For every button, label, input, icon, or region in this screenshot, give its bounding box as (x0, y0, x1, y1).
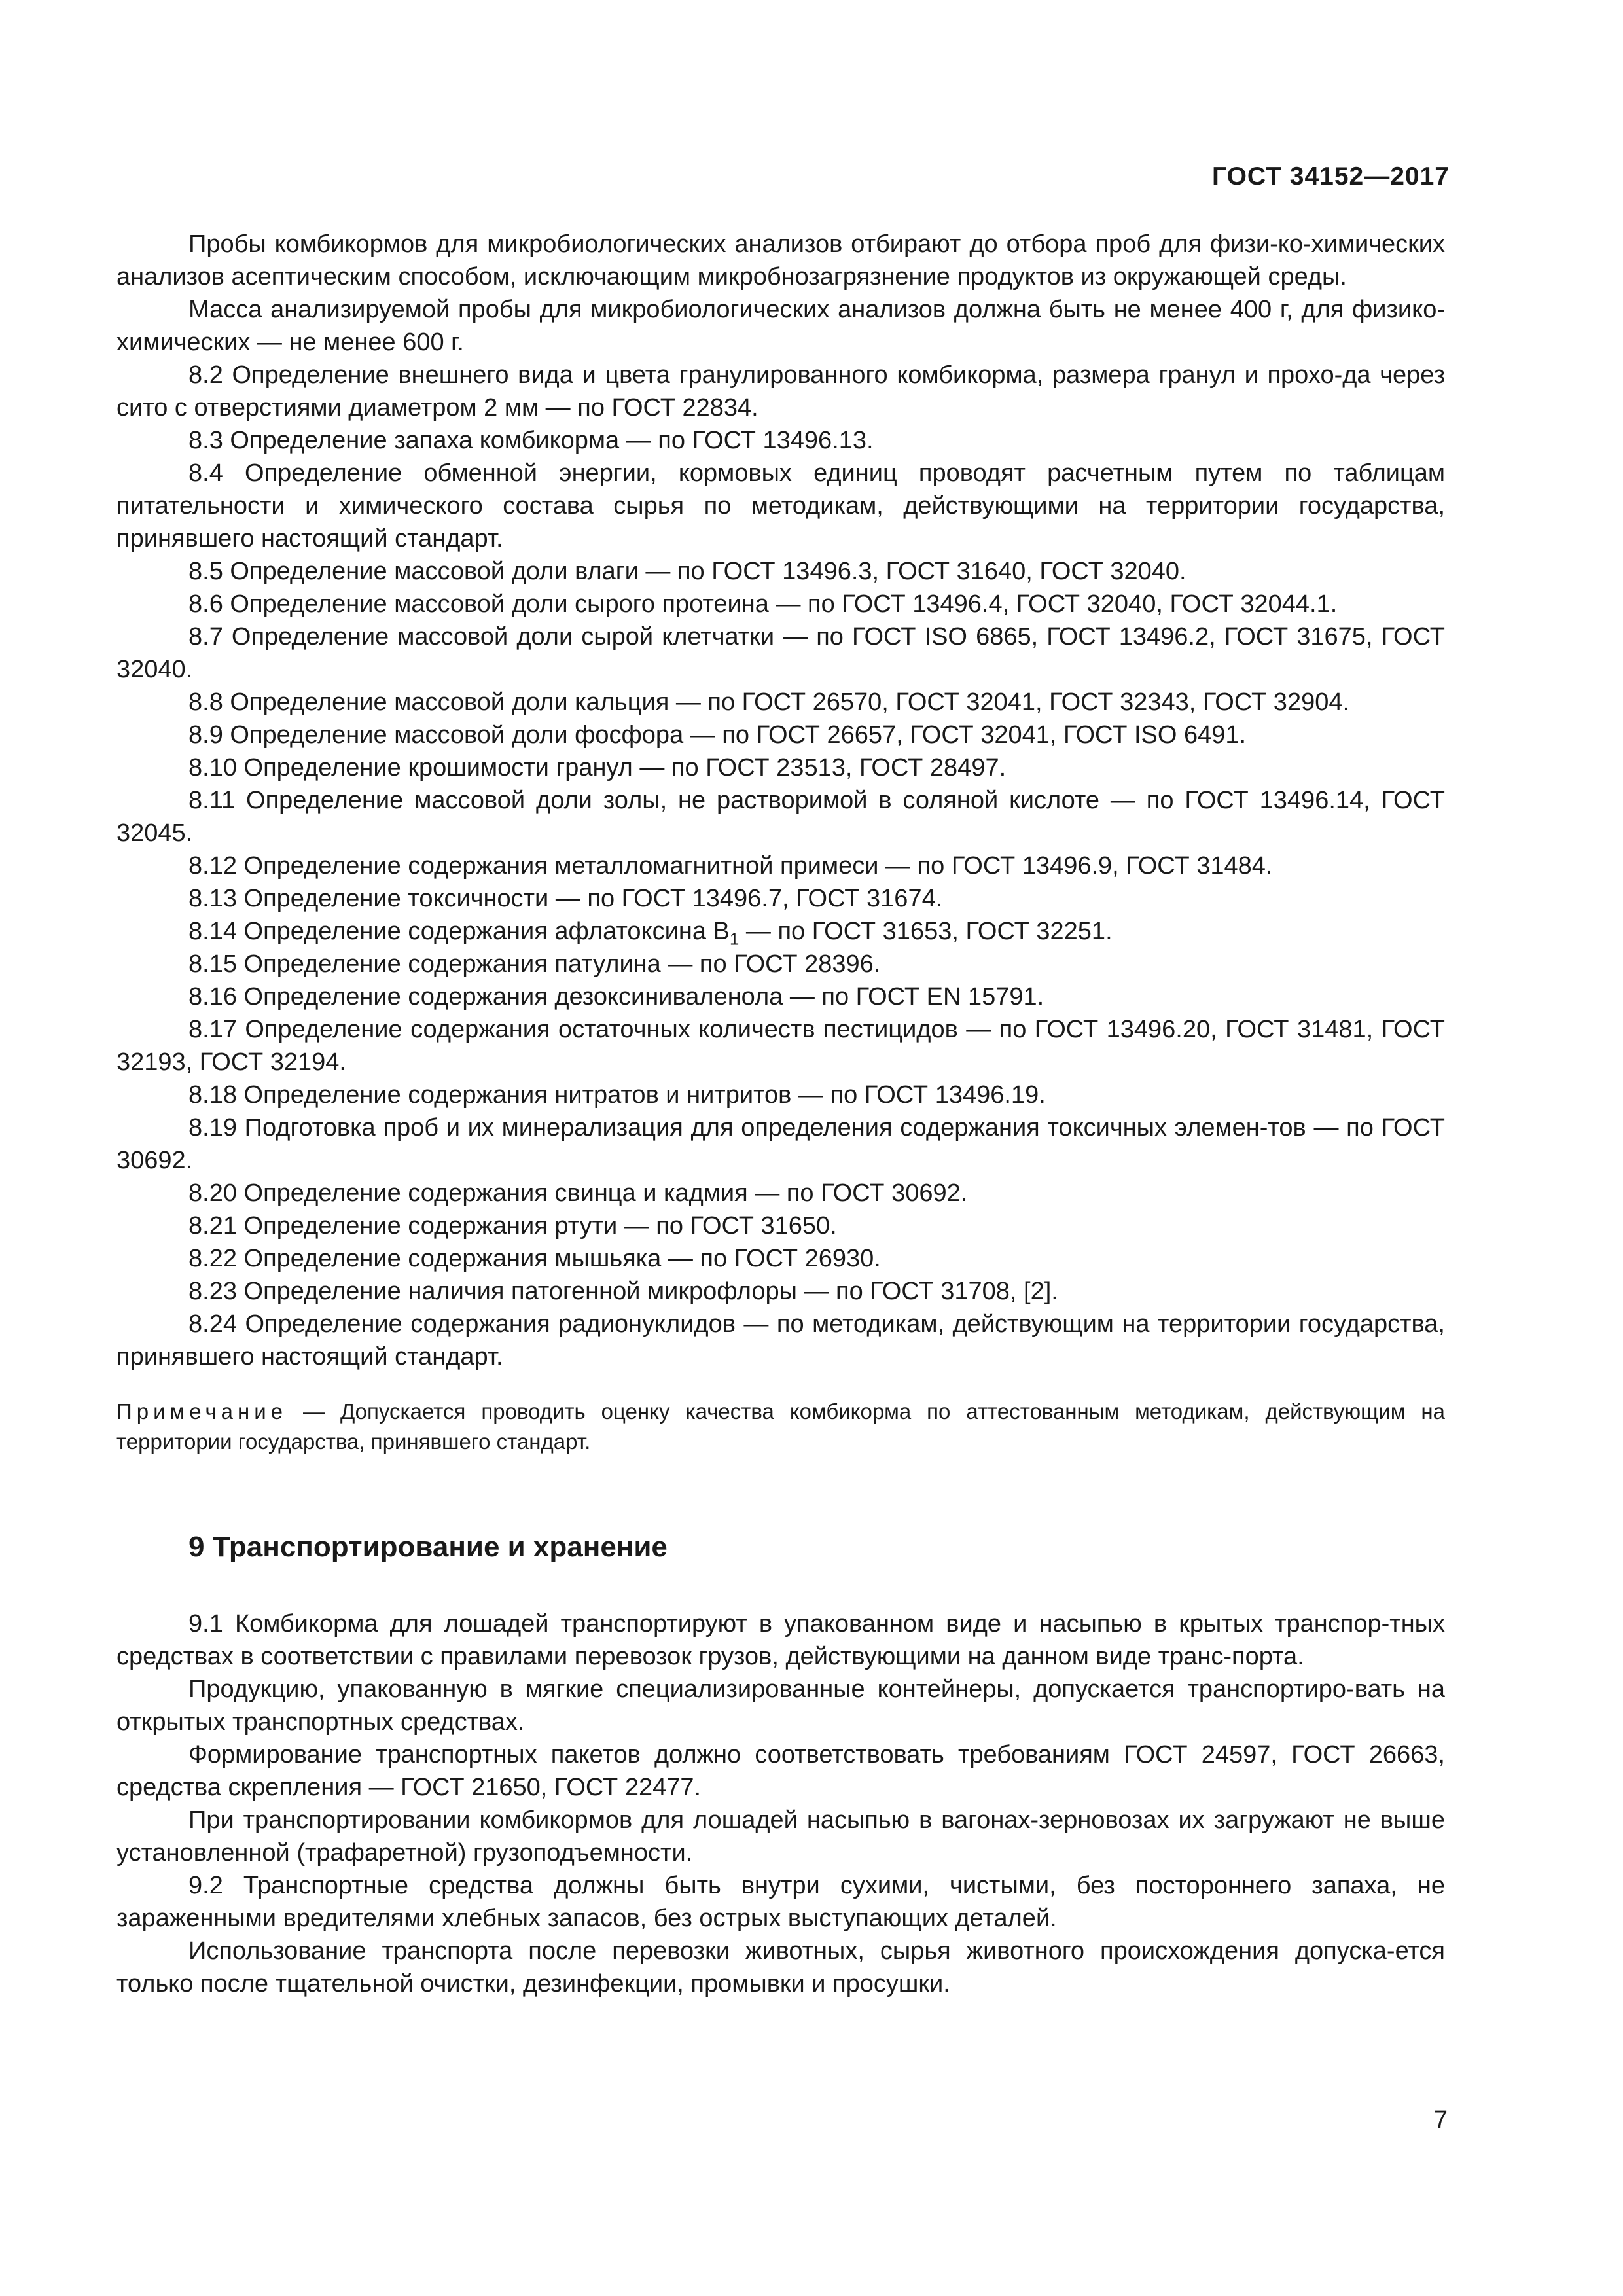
paragraph-8-17: 8.17 Определение содержания остаточных количеств пестицидов — по ГОСТ 13496.20, ГОСТ 31481, ГОСТ 32193, ГОСТ 32194. (116, 1016, 1445, 1076)
paragraph-8-23: 8.23 Определение наличия патогенной микрофлоры — по ГОСТ 31708, [2]. (188, 1278, 1058, 1305)
paragraph-8-14 (116, 915, 1445, 948)
paragraph-8-6: 8.6 Определение массовой доли сырого протеина — по ГОСТ 13496.4, ГОСТ 32040, ГОСТ 32044.1. (188, 590, 1338, 618)
paragraph: Продукцию, упакованную в мягкие специализированные контейнеры, допускается транспортиро-вать на открытых транспортных средствах. (116, 1676, 1445, 1736)
note-label: Примечание (116, 1399, 288, 1424)
paragraph-8-13: 8.13 Определение токсичности — по ГОСТ 13496.7, ГОСТ 31674. (188, 885, 943, 912)
note-text: — Допускается проводить оценку качества комбикорма по аттестованным методикам, действующим на территории государства, принявшего стандарт. (116, 1399, 1445, 1454)
paragraph: Формирование транспортных пакетов должно соответствовать требованиям ГОСТ 24597, ГОСТ 26663, средства скрепления — ГОСТ 21650, ГОСТ 22477. (116, 1741, 1445, 1801)
paragraph-8-21: 8.21 Определение содержания ртути — по ГОСТ 31650. (188, 1212, 837, 1240)
paragraph-8-9: 8.9 Определение массовой доли фосфора — по ГОСТ 26657, ГОСТ 32041, ГОСТ ISO 6491. (188, 721, 1247, 749)
paragraph: При транспортировании комбикормов для лошадей насыпью в вагонах-зерновозах их загружают не выше установленной (трафаретной) грузоподъемности. (116, 1806, 1445, 1867)
paragraph-8-8: 8.8 Определение массовой доли кальция — по ГОСТ 26570, ГОСТ 32041, ГОСТ 32343, ГОСТ 32904. (188, 689, 1350, 716)
paragraph-9-2: 9.2 Транспортные средства должны быть внутри сухими, чистыми, без постороннего запаха, не зараженными вредителями хлебных запасов, без острых выступающих деталей. (116, 1872, 1445, 1932)
paragraph-8-24: 8.24 Определение содержания радионуклидов — по методикам, действующим на территории государства, принявшего настоящий стандарт. (116, 1310, 1445, 1371)
paragraph-8-5: 8.5 Определение массовой доли влаги — по ГОСТ 13496.3, ГОСТ 31640, ГОСТ 32040. (188, 558, 1186, 585)
paragraph-8-3: 8.3 Определение запаха комбикорма — по ГОСТ 13496.13. (188, 427, 874, 454)
paragraph-8-7: 8.7 Определение массовой доли сырой клетчатки — по ГОСТ ISO 6865, ГОСТ 13496.2, ГОСТ 31675, ГОСТ 32040. (116, 623, 1445, 683)
section-heading: 9 Транспортирование и хранение (188, 1531, 668, 1563)
paragraph-8-11: 8.11 Определение массовой доли золы, не растворимой в соляной кислоте — по ГОСТ 13496.14, ГОСТ 32045. (116, 787, 1445, 847)
document-body (116, 228, 1445, 2000)
page-number: 7 (1433, 2106, 1448, 2134)
standard-code: ГОСТ 34152—2017 (1212, 162, 1450, 190)
paragraph-9-1: 9.1 Комбикорма для лошадей транспортируют в упакованном виде и насыпью в крытых транспор-тных средствах в соответствии с правилами перевозок грузов, действующими на данном виде транс-порта. (116, 1610, 1445, 1670)
paragraph-8-14-text: 8.14 Определение содержания афлатоксина В (188, 918, 730, 945)
paragraph-8-18: 8.18 Определение содержания нитратов и нитритов — по ГОСТ 13496.19. (188, 1081, 1046, 1109)
paragraph-8-20: 8.20 Определение содержания свинца и кадмия — по ГОСТ 30692. (188, 1179, 968, 1207)
paragraph: Масса анализируемой пробы для микробиологических анализов должна быть не менее 400 г, для физико-химических — не менее 600 г. (116, 296, 1445, 356)
paragraph-8-15: 8.15 Определение содержания патулина — по ГОСТ 28396. (188, 950, 881, 978)
paragraph-8-12: 8.12 Определение содержания металломагнитной примеси — по ГОСТ 13496.9, ГОСТ 31484. (188, 852, 1273, 880)
subscript: 1 (729, 929, 740, 949)
paragraph: Пробы комбикормов для микробиологических анализов отбирают до отбора проб для физи-ко-химических анализов асептическим способом, исключающим микробнозагрязнение продуктов из окружающей среды. (116, 230, 1445, 291)
paragraph: Использование транспорта после перевозки животных, сырья животного происхождения допуска-ется только после тщательной очистки, дезинфекции, промывки и просушки. (116, 1937, 1445, 1998)
paragraph-8-22: 8.22 Определение содержания мышьяка — по ГОСТ 26930. (188, 1245, 881, 1272)
paragraph-8-14-refs: — по ГОСТ 31653, ГОСТ 32251. (739, 918, 1113, 945)
paragraph-8-2: 8.2 Определение внешнего вида и цвета гранулированного комбикорма, размера гранул и прохо-да через сито с отверстиями диаметром 2 мм — по ГОСТ 22834. (116, 361, 1445, 422)
paragraph-8-16: 8.16 Определение содержания дезоксиниваленола — по ГОСТ EN 15791. (188, 983, 1044, 1011)
paragraph-8-19: 8.19 Подготовка проб и их минерализация для определения содержания токсичных элемен-тов — по ГОСТ 30692. (116, 1114, 1445, 1174)
note (116, 1397, 1445, 1457)
paragraph-8-10: 8.10 Определение крошимости гранул — по ГОСТ 23513, ГОСТ 28497. (188, 754, 1007, 781)
paragraph-8-4: 8.4 Определение обменной энергии, кормовых единиц проводят расчетным путем по таблицам питательности и химического состава сырья по методикам, действующими на территории государства, принявшего настоящий стандарт. (116, 459, 1445, 552)
